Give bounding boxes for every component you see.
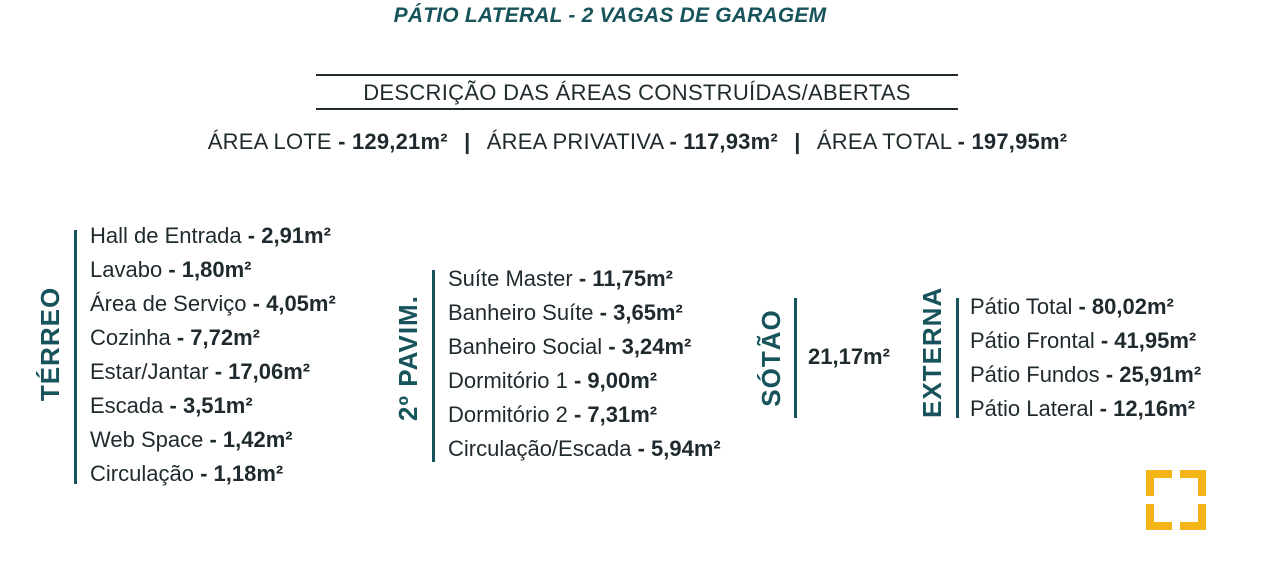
separator: |: [464, 129, 471, 154]
area-summary: [0, 129, 1275, 155]
list-item: Cozinha - 7,72m²: [90, 325, 260, 350]
sotao-label: SÓTÃO: [756, 309, 786, 407]
externa-list: [970, 290, 1201, 426]
list-item: Suíte Master - 11,75m²: [448, 266, 674, 291]
list-item: Circulação/Escada - 5,94m²: [448, 436, 721, 461]
area-lote-value: - 129,21m²: [338, 129, 448, 154]
separator: |: [794, 129, 801, 154]
sotao-divider: [794, 298, 797, 418]
segundo-pavimento-list: [448, 262, 721, 466]
list-item: Estar/Jantar - 17,06m²: [90, 359, 311, 384]
list-item: Banheiro Suíte - 3,65m²: [448, 300, 683, 325]
page-title: PÁTIO LATERAL - 2 VAGAS DE GARAGEM: [393, 4, 827, 27]
list-item: Área de Serviço - 4,05m²: [90, 291, 336, 316]
terreo-divider: [74, 230, 77, 484]
segundo-pavimento-label: 2º PAVIM.: [393, 295, 423, 421]
sotao-value: 21,17m²: [808, 344, 890, 369]
list-item: Pátio Lateral - 12,16m²: [970, 396, 1196, 421]
area-privativa-label: ÁREA PRIVATIVA: [486, 129, 664, 154]
list-item: Escada - 3,51m²: [90, 393, 253, 418]
area-privativa-value: - 117,93m²: [669, 129, 778, 154]
description-header: DESCRIÇÃO DAS ÁREAS CONSTRUÍDAS/ABERTAS: [316, 74, 958, 110]
list-item: Web Space - 1,42m²: [90, 427, 293, 452]
list-item: Dormitório 1 - 9,00m²: [448, 368, 658, 393]
externa-label: EXTERNA: [917, 286, 947, 418]
list-item: Circulação - 1,18m²: [90, 461, 284, 486]
list-item: Banheiro Social - 3,24m²: [448, 334, 692, 359]
list-item: Pátio Total - 80,02m²: [970, 294, 1174, 319]
area-lote-label: ÁREA LOTE: [207, 129, 332, 154]
list-item: Hall de Entrada - 2,91m²: [90, 223, 331, 248]
list-item: Pátio Frontal - 41,95m²: [970, 328, 1197, 353]
terreo-label: TÉRREO: [35, 286, 65, 402]
list-item: Lavabo - 1,80m²: [90, 257, 252, 282]
segundo-pavimento-divider: [432, 270, 435, 462]
terreo-list: [90, 219, 336, 491]
list-item: Pátio Fundos - 25,91m²: [970, 362, 1202, 387]
externa-divider: [956, 298, 959, 418]
corner-brackets-logo-icon: [1146, 470, 1206, 530]
area-total-value: - 197,95m²: [957, 129, 1068, 154]
area-total-label: ÁREA TOTAL: [816, 129, 952, 154]
list-item: Dormitório 2 - 7,31m²: [448, 402, 658, 427]
